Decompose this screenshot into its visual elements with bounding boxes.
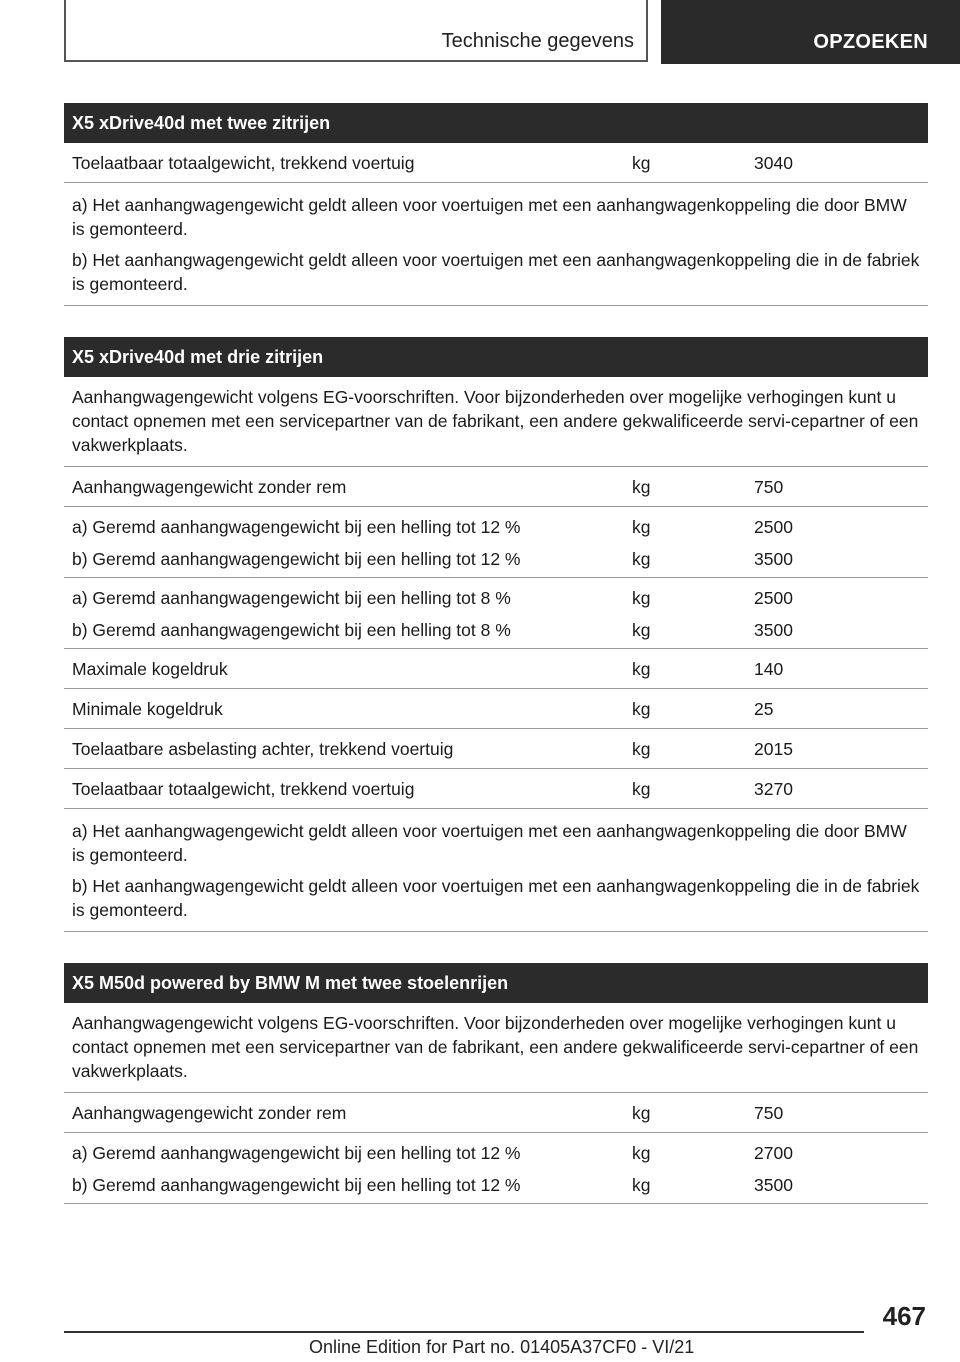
row-value: 140: [754, 658, 784, 679]
row-value: 2500: [754, 588, 793, 608]
page-content: [64, 103, 928, 1204]
row-unit: kg: [632, 620, 651, 640]
table-row: [64, 729, 928, 769]
table-row: [64, 649, 928, 689]
footnote-block: [64, 183, 928, 306]
row-label: Minimale kogeldruk: [72, 698, 223, 719]
row-value: 750: [754, 476, 784, 497]
chapter-tab-label: Technische gegevens: [441, 30, 634, 52]
row-value: 2500: [754, 517, 793, 537]
footer-divider: [64, 1331, 864, 1333]
row-value: 25: [754, 698, 774, 719]
page-header: [0, 0, 960, 66]
row-unit: kg: [632, 549, 651, 569]
table-row: [64, 689, 928, 729]
edition-text: Online Edition for Part no. 01405A37CF0 - VI/21: [309, 1337, 695, 1357]
row-unit: kg: [632, 588, 651, 608]
table-row: [64, 1133, 928, 1204]
row-label: Aanhangwagengewicht zonder rem: [72, 1102, 347, 1123]
lookup-button[interactable]: OPZOEKEN: [661, 0, 960, 64]
row-value: 750: [754, 1102, 784, 1123]
row-value: 3270: [754, 778, 793, 799]
row-label: b) Geremd aanhangwagengewicht bij een helling tot 12 %: [72, 1175, 521, 1195]
row-unit: kg: [632, 738, 651, 759]
table-row: [64, 507, 928, 578]
row-value: 2015: [754, 738, 793, 759]
row-unit: kg: [632, 476, 651, 497]
row-value: 2700: [754, 1143, 793, 1163]
row-label: b) Geremd aanhangwagengewicht bij een helling tot 12 %: [72, 549, 521, 569]
row-unit: kg: [632, 1143, 651, 1163]
footnote-b: b) Het aanhangwagengewicht geldt alleen voor voertuigen met een aanhangwagenkoppeling die in de fabriek is gemonteerd.: [72, 876, 920, 920]
row-label: Aanhangwagengewicht zonder rem: [72, 476, 347, 497]
section-intro: Aanhangwagengewicht volgens EG-voorschriften. Voor bijzonderheden over mogelijke verhogingen kunt u contact opnemen met een servicepartner van de fabrikant, een andere gekwalificeerde servi-cepartner of een vakwerkplaats.: [64, 377, 928, 467]
row-value: 3040: [754, 152, 793, 173]
row-value: 3500: [754, 1175, 793, 1195]
row-label: b) Geremd aanhangwagengewicht bij een helling tot 8 %: [72, 620, 511, 640]
footnote-block: [64, 809, 928, 932]
section-title: X5 xDrive40d met drie zitrijen: [64, 337, 928, 377]
row-label: a) Geremd aanhangwagengewicht bij een helling tot 12 %: [72, 1143, 521, 1163]
table-row: [64, 1093, 928, 1133]
row-unit: kg: [632, 517, 651, 537]
footnote-a: a) Het aanhangwagengewicht geldt alleen voor voertuigen met een aanhangwagenkoppeling die door BMW is gemonteerd.: [72, 195, 907, 239]
row-unit: kg: [632, 1175, 651, 1195]
table-row: [64, 467, 928, 507]
row-unit: kg: [632, 658, 651, 679]
row-label: Toelaatbaar totaalgewicht, trekkend voertuig: [72, 152, 415, 173]
row-label: Maximale kogeldruk: [72, 658, 228, 679]
table-row: [64, 578, 928, 649]
page-number: 467: [882, 1301, 926, 1331]
row-label: a) Geremd aanhangwagengewicht bij een helling tot 12 %: [72, 517, 521, 537]
row-label: Toelaatbare asbelasting achter, trekkend voertuig: [72, 738, 454, 759]
row-unit: kg: [632, 698, 651, 719]
footnote-b: b) Het aanhangwagengewicht geldt alleen voor voertuigen met een aanhangwagenkoppeling die in de fabriek is gemonteerd.: [72, 250, 920, 294]
row-value: 3500: [754, 620, 793, 640]
table-row: [64, 769, 928, 809]
section-intro: Aanhangwagengewicht volgens EG-voorschriften. Voor bijzonderheden over mogelijke verhogingen kunt u contact opnemen met een servicepartner van de fabrikant, een andere gekwalificeerde servi-cepartner of een vakwerkplaats.: [64, 1003, 928, 1093]
row-unit: kg: [632, 152, 651, 173]
section-title: X5 xDrive40d met twee zitrijen: [64, 103, 928, 143]
chapter-tab[interactable]: [64, 0, 648, 62]
section-title: X5 M50d powered by BMW M met twee stoelenrijen: [64, 963, 928, 1003]
row-label: Toelaatbaar totaalgewicht, trekkend voertuig: [72, 778, 415, 799]
footnote-a: a) Het aanhangwagengewicht geldt alleen voor voertuigen met een aanhangwagenkoppeling die door BMW is gemonteerd.: [72, 821, 907, 865]
table-row: [64, 143, 928, 183]
row-value: 3500: [754, 549, 793, 569]
row-unit: kg: [632, 1102, 651, 1123]
row-label: a) Geremd aanhangwagengewicht bij een helling tot 8 %: [72, 588, 511, 608]
row-unit: kg: [632, 778, 651, 799]
